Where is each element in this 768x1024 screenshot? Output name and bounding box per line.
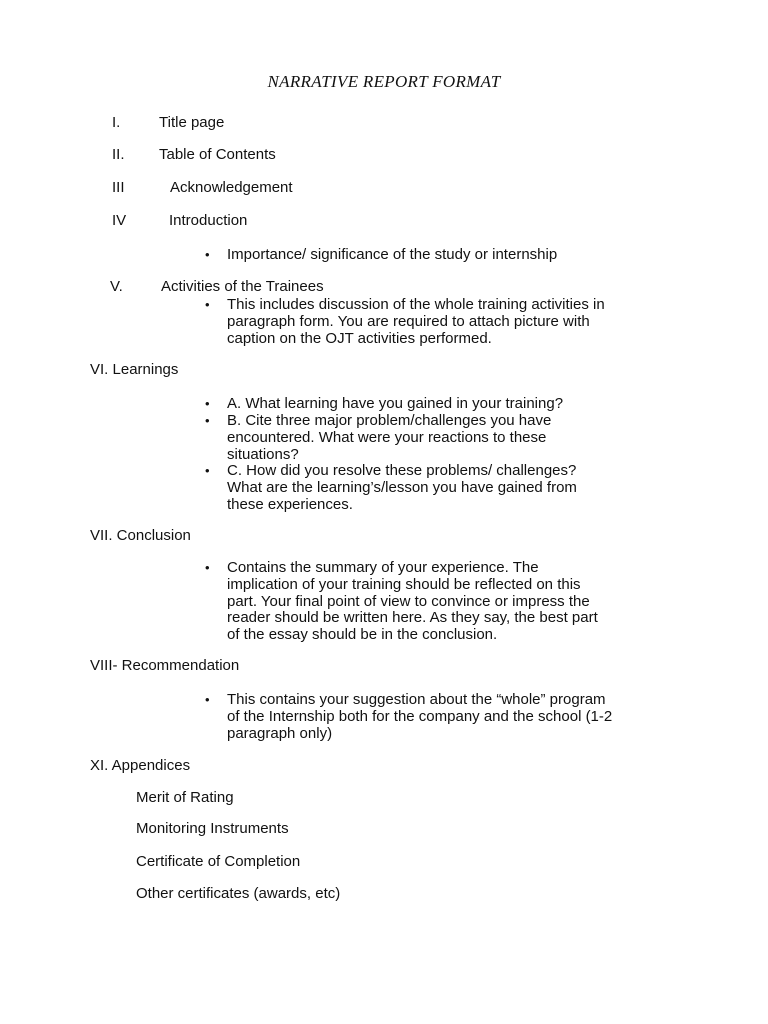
bullet-line: encountered. What were your reactions to these: [227, 428, 547, 446]
bullet-item: [205, 395, 564, 413]
bullet-icon: •: [205, 297, 210, 312]
bullet-item: [205, 246, 558, 264]
bullet-line: C. How did you resolve these problems/ challenges?: [227, 462, 577, 479]
section-numeral: IV: [112, 212, 127, 229]
bullet-line: Importance/ significance of the study or internship: [227, 246, 558, 263]
appendix-item: Monitoring Instruments: [136, 820, 289, 837]
bullet-line: This includes discussion of the whole training activities in: [227, 296, 605, 313]
bullet-line: This contains your suggestion about the “whole” program: [227, 691, 606, 708]
bullet-line: these experiences.: [227, 495, 353, 513]
bullet-line: reader should be written here. As they say, the best part: [227, 609, 598, 627]
bullet-item: [205, 462, 577, 513]
section-heading: VI. Learnings: [90, 361, 179, 378]
bullet-line: part. Your final point of view to convince or impress the: [227, 592, 590, 610]
bullet-item: [205, 691, 613, 742]
bullet-line: Contains the summary of your experience. The: [227, 559, 539, 576]
section-numeral: III: [112, 179, 125, 196]
bullet-line: implication of your training should be reflected on this: [227, 575, 581, 593]
bullet-icon: •: [205, 413, 210, 428]
section-heading: VII. Conclusion: [90, 527, 191, 544]
bullet-item: [205, 412, 552, 463]
bullet-line: paragraph form. You are required to attach picture with: [227, 312, 590, 330]
section-label: Title page: [159, 114, 225, 131]
section-numeral: II.: [112, 146, 125, 163]
bullet-line: paragraph only): [227, 724, 333, 742]
bullet-item: [205, 296, 605, 347]
section-numeral: I.: [112, 114, 121, 131]
bullet-line: What are the learning’s/lesson you have gained from: [227, 478, 577, 496]
section-label: Activities of the Trainees: [161, 278, 324, 295]
bullet-line: of the Internship both for the company and the school (1-2: [227, 707, 613, 725]
bullet-line: situations?: [227, 445, 299, 463]
appendix-item: Merit of Rating: [136, 789, 234, 806]
bullet-line: A. What learning have you gained in your training?: [227, 395, 564, 412]
bullet-icon: •: [205, 396, 210, 411]
bullet-item: [205, 559, 598, 644]
document-title: NARRATIVE REPORT FORMAT: [267, 72, 501, 91]
bullet-icon: •: [205, 560, 210, 575]
section-heading: XI. Appendices: [90, 757, 191, 774]
bullet-icon: •: [205, 247, 210, 262]
bullet-icon: •: [205, 692, 210, 707]
section-label: Acknowledgement: [170, 179, 293, 196]
appendix-item: Other certificates (awards, etc): [136, 885, 341, 902]
bullet-line: of the essay should be in the conclusion.: [227, 626, 498, 644]
section-label: Table of Contents: [159, 146, 276, 163]
section-label: Introduction: [169, 212, 248, 229]
bullet-line: B. Cite three major problem/challenges you have: [227, 412, 552, 429]
section-numeral: V.: [110, 278, 123, 295]
bullet-icon: •: [205, 463, 210, 478]
section-heading: VIII- Recommendation: [90, 657, 240, 674]
bullet-line: caption on the OJT activities performed.: [227, 329, 492, 347]
appendix-item: Certificate of Completion: [136, 853, 301, 870]
